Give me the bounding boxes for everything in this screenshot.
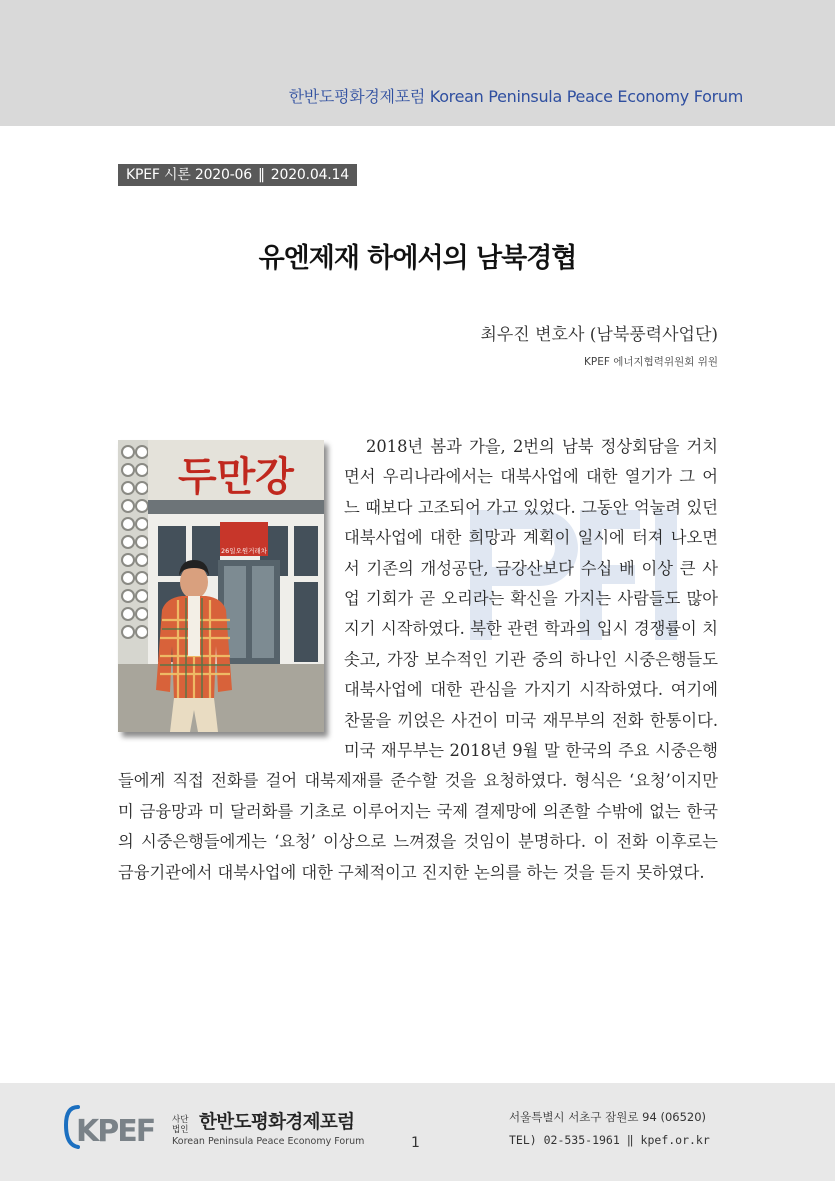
author-role: KPEF 에너지협력위원회 위원 — [584, 356, 718, 368]
footer-address: 서울특별시 서초구 잠원로 94 (06520) — [509, 1110, 707, 1124]
footer-org-name-en: Korean Peninsula Peace Economy Forum — [172, 1136, 365, 1147]
issue-tag — [118, 164, 357, 186]
kpef-logo — [64, 1103, 164, 1151]
body-text — [118, 432, 718, 888]
photo-wrap-spacer — [118, 432, 344, 740]
issue-date: 2020.04.14 — [270, 167, 349, 183]
header-band — [0, 0, 835, 126]
footer-org-name-ko: 한반도평화경제포럼 — [199, 1112, 355, 1133]
issue-series: KPEF 시론 2020-06 — [126, 167, 252, 183]
logo-text: KPEF — [76, 1114, 155, 1149]
page-number: 1 — [411, 1135, 420, 1151]
footer-corp-label: 사단 법인 — [172, 1115, 189, 1135]
page-title: 유엔제재 하에서의 남북경협 — [258, 243, 577, 274]
author-name: 최우진 변호사 (남북풍력사업단) — [480, 325, 718, 345]
footer-contact: TEL) 02-535-1961 ‖ kpef.or.kr — [509, 1133, 710, 1147]
body-paragraph: 2018년 봄과 가을, 2번의 남북 정상회담을 거치면서 우리나라에서는 대북사업에 대한 열기가 그 어느 때보다 고조되어 가고 있었다. 그동안 억눌려 있던 대북사업에 대한 희망과 계획이 일시에 터져 나오면서 기존의 개성공단, 금강산보다 수십 배 이상 큰 사업 기회가 곧 오리라는 확신을 가지는 사람들도 많아지기 시작하였다. 북한 관련 학과의 입시 경쟁률이 치솟고, 가장 보수적인 기관 중의 하나인 시중은행들도 대북사업에 대한 관심을 가지기 시작하였다. 여기에 찬물을 끼얹은 사건이 미국 재무부의 전화 한통이다. 미국 재무부는 2018년 9월 말 한국의 주요 시중은행들에게 직접 전화를 걸어 대북제재를 준수할 것을 요청하였다. 형식은 ‘요청’이지만 미 금융망과 미 달러화를 기초로 이루어지는 국제 결제망에 의존할 수밖에 없는 한국의 시중은행들에게는 ‘요청’ 이상으로 느껴졌을 것임이 분명하다. 이 전화 이후로는 금융기관에서 대북사업에 대한 구체적이고 진지한 논의를 하는 것을 듣지 못하였다. — [118, 437, 718, 882]
photo-small-sign: 26일오원거래차 — [221, 547, 267, 555]
photo-sign-text: 두만강 — [178, 454, 294, 500]
header-org-title: 한반도평화경제포럼 Korean Peninsula Peace Economy Forum — [288, 87, 743, 106]
issue-separator: ‖ — [257, 167, 265, 183]
